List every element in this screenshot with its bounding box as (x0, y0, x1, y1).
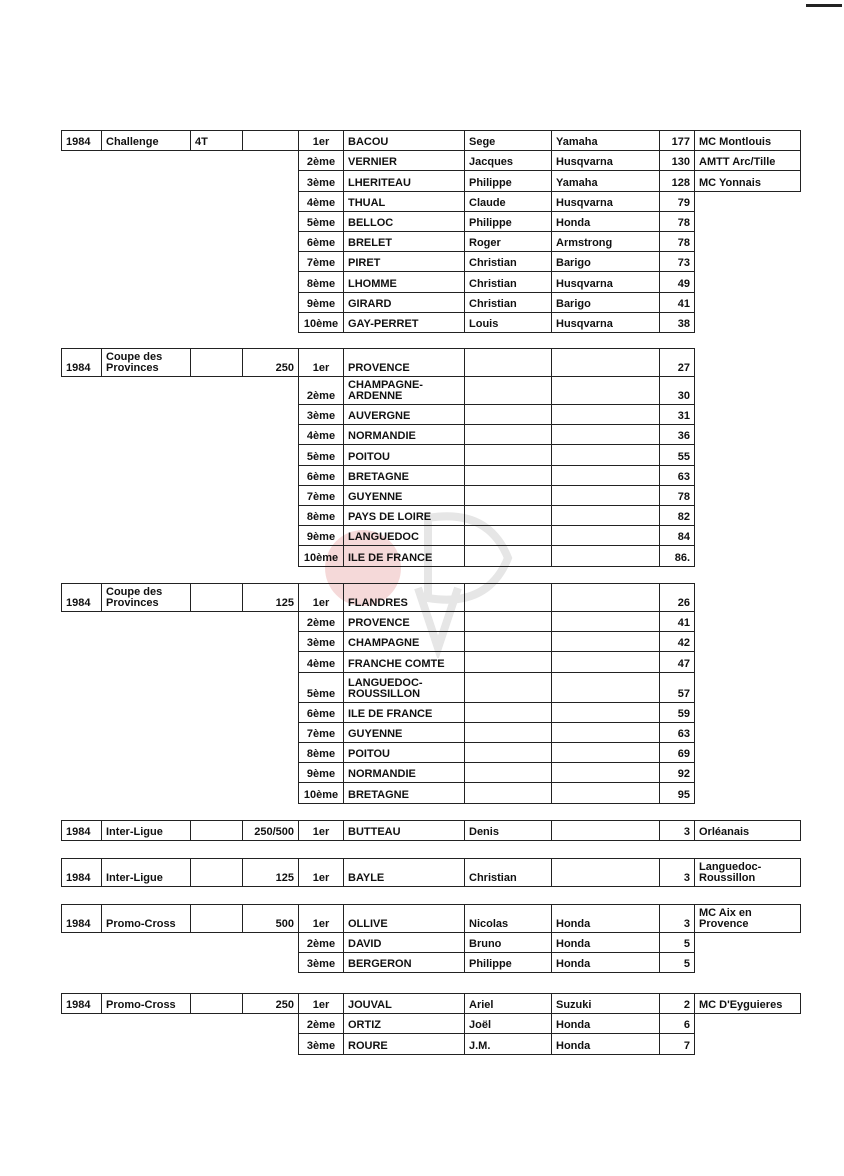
result-brand: Barigo (551, 292, 660, 313)
result-first (464, 722, 552, 743)
result-rank: 2ème (298, 376, 344, 405)
result-name: BACOU (343, 130, 465, 151)
result-points: 55 (659, 444, 695, 465)
result-rank: 1er (298, 904, 344, 933)
result-brand: Honda (551, 211, 660, 232)
result-points: 49 (659, 271, 695, 292)
section-year: 1984 (61, 904, 102, 933)
result-name: JOUVAL (343, 993, 465, 1014)
result-name: VERNIER (343, 150, 465, 171)
result-brand (551, 444, 660, 465)
result-name: LHERITEAU (343, 170, 465, 191)
result-first: Philippe (464, 170, 552, 191)
result-brand: Husqvarna (551, 271, 660, 292)
result-name: PAYS DE LOIRE (343, 505, 465, 526)
section-category (190, 820, 243, 841)
section-year: 1984 (61, 820, 102, 841)
result-first: Christian (464, 858, 552, 887)
result-points: 27 (659, 348, 695, 377)
result-brand: Honda (551, 1033, 660, 1054)
result-brand (551, 583, 660, 612)
result-rank: 2ème (298, 611, 344, 632)
section-category (190, 993, 243, 1014)
result-rank: 6ème (298, 702, 344, 723)
result-points: 3 (659, 904, 695, 933)
result-name: BRELET (343, 231, 465, 252)
section-year: 1984 (61, 583, 102, 612)
result-points: 2 (659, 993, 695, 1014)
result-first: Ariel (464, 993, 552, 1014)
result-rank: 8ème (298, 742, 344, 763)
result-first (464, 782, 552, 803)
result-brand: Husqvarna (551, 150, 660, 171)
result-points: 6 (659, 1013, 695, 1034)
result-rank: 10ème (298, 782, 344, 803)
result-first (464, 424, 552, 445)
section-event: Inter-Ligue (101, 858, 191, 887)
result-points: 78 (659, 211, 695, 232)
result-points: 5 (659, 932, 695, 953)
result-brand: Yamaha (551, 170, 660, 191)
result-rank: 2ème (298, 932, 344, 953)
result-points: 95 (659, 782, 695, 803)
result-brand: Honda (551, 952, 660, 973)
result-name: FLANDRES (343, 583, 465, 612)
result-brand: Honda (551, 904, 660, 933)
result-first (464, 376, 552, 405)
result-club: MC Yonnais (694, 170, 801, 191)
result-name: THUAL (343, 191, 465, 212)
result-first (464, 404, 552, 425)
result-brand (551, 651, 660, 672)
result-points: 7 (659, 1033, 695, 1054)
result-points: 79 (659, 191, 695, 212)
result-points: 63 (659, 722, 695, 743)
result-name: PROVENCE (343, 611, 465, 632)
section-year: 1984 (61, 130, 102, 151)
result-first: Joël (464, 1013, 552, 1034)
result-points: 26 (659, 583, 695, 612)
result-first (464, 611, 552, 632)
result-first (464, 465, 552, 486)
result-name: ILE DE FRANCE (343, 545, 465, 566)
result-points: 38 (659, 312, 695, 333)
result-brand (551, 611, 660, 632)
result-brand (551, 348, 660, 377)
result-rank: 4ème (298, 424, 344, 445)
result-points: 59 (659, 702, 695, 723)
result-brand (551, 702, 660, 723)
result-name: DAVID (343, 932, 465, 953)
result-brand (551, 424, 660, 445)
result-rank: 9ème (298, 525, 344, 546)
result-first (464, 762, 552, 783)
result-brand (551, 465, 660, 486)
section-event: Challenge (101, 130, 191, 151)
result-points: 3 (659, 820, 695, 841)
result-name: BRETAGNE (343, 782, 465, 803)
result-rank: 7ème (298, 485, 344, 506)
result-rank: 1er (298, 993, 344, 1014)
result-rank: 3ème (298, 631, 344, 652)
result-rank: 3ème (298, 1033, 344, 1054)
result-name: CHAMPAGNE- ARDENNE (343, 376, 465, 405)
result-rank: 10ème (298, 312, 344, 333)
result-first: Nicolas (464, 904, 552, 933)
result-name: LANGUEDOC (343, 525, 465, 546)
section-event: Promo-Cross (101, 904, 191, 933)
result-name: GIRARD (343, 292, 465, 313)
result-brand: Husqvarna (551, 312, 660, 333)
result-rank: 2ème (298, 150, 344, 171)
result-points: 78 (659, 231, 695, 252)
result-first: Christian (464, 292, 552, 313)
result-name: LANGUEDOC- ROUSSILLON (343, 672, 465, 703)
result-name: FRANCHE COMTE (343, 651, 465, 672)
result-points: 92 (659, 762, 695, 783)
result-name: OLLIVE (343, 904, 465, 933)
result-points: 82 (659, 505, 695, 526)
section-category: 4T (190, 130, 243, 151)
result-name: GUYENNE (343, 722, 465, 743)
result-rank: 3ème (298, 404, 344, 425)
result-first: Jacques (464, 150, 552, 171)
result-name: BAYLE (343, 858, 465, 887)
result-rank: 5ème (298, 444, 344, 465)
result-name: ORTIZ (343, 1013, 465, 1034)
result-rank: 9ème (298, 292, 344, 313)
section-year: 1984 (61, 993, 102, 1014)
result-points: 42 (659, 631, 695, 652)
result-brand (551, 742, 660, 763)
result-brand (551, 631, 660, 652)
result-first (464, 545, 552, 566)
result-brand (551, 820, 660, 841)
section-cylinder: 500 (242, 904, 299, 933)
result-rank: 4ème (298, 651, 344, 672)
section-category (190, 904, 243, 933)
result-first: Sege (464, 130, 552, 151)
result-points: 47 (659, 651, 695, 672)
result-points: 69 (659, 742, 695, 763)
result-first: Philippe (464, 211, 552, 232)
result-brand (551, 505, 660, 526)
result-name: POITOU (343, 742, 465, 763)
result-first: Roger (464, 231, 552, 252)
result-brand: Husqvarna (551, 191, 660, 212)
scan-edge-mark (806, 4, 842, 7)
result-points: 63 (659, 465, 695, 486)
result-club: AMTT Arc/Tille (694, 150, 801, 171)
result-brand (551, 376, 660, 405)
result-name: ROURE (343, 1033, 465, 1054)
result-points: 177 (659, 130, 695, 151)
result-first (464, 651, 552, 672)
result-first: Philippe (464, 952, 552, 973)
result-points: 36 (659, 424, 695, 445)
section-cylinder: 250 (242, 993, 299, 1014)
result-brand (551, 485, 660, 506)
result-first: Denis (464, 820, 552, 841)
result-club: MC D'Eyguieres (694, 993, 801, 1014)
result-rank: 1er (298, 820, 344, 841)
result-brand (551, 858, 660, 887)
result-brand (551, 782, 660, 803)
result-points: 41 (659, 292, 695, 313)
result-points: 73 (659, 251, 695, 272)
result-rank: 9ème (298, 762, 344, 783)
result-rank: 1er (298, 348, 344, 377)
result-first (464, 505, 552, 526)
result-name: CHAMPAGNE (343, 631, 465, 652)
result-name: GAY-PERRET (343, 312, 465, 333)
result-first (464, 485, 552, 506)
result-rank: 1er (298, 858, 344, 887)
result-brand: Barigo (551, 251, 660, 272)
result-club: Languedoc- Roussillon (694, 858, 801, 887)
result-first (464, 702, 552, 723)
result-rank: 3ème (298, 170, 344, 191)
result-first: Bruno (464, 932, 552, 953)
result-rank: 8ème (298, 505, 344, 526)
section-event: Inter-Ligue (101, 820, 191, 841)
result-first (464, 672, 552, 703)
result-brand (551, 404, 660, 425)
result-name: BERGERON (343, 952, 465, 973)
result-points: 128 (659, 170, 695, 191)
result-first: J.M. (464, 1033, 552, 1054)
result-name: BELLOC (343, 211, 465, 232)
result-points: 31 (659, 404, 695, 425)
result-first: Christian (464, 251, 552, 272)
result-name: GUYENNE (343, 485, 465, 506)
section-cylinder: 125 (242, 583, 299, 612)
section-year: 1984 (61, 858, 102, 887)
result-name: PROVENCE (343, 348, 465, 377)
result-name: BRETAGNE (343, 465, 465, 486)
result-points: 41 (659, 611, 695, 632)
result-first (464, 742, 552, 763)
section-event: Coupe des Provinces (101, 583, 191, 612)
result-brand: Honda (551, 1013, 660, 1034)
result-brand (551, 672, 660, 703)
result-points: 3 (659, 858, 695, 887)
result-brand: Suzuki (551, 993, 660, 1014)
result-brand: Yamaha (551, 130, 660, 151)
result-rank: 1er (298, 130, 344, 151)
result-rank: 7ème (298, 251, 344, 272)
result-club: Orléanais (694, 820, 801, 841)
result-rank: 2ème (298, 1013, 344, 1034)
result-points: 78 (659, 485, 695, 506)
result-rank: 5ème (298, 672, 344, 703)
result-name: BUTTEAU (343, 820, 465, 841)
section-category (190, 348, 243, 377)
result-points: 5 (659, 952, 695, 973)
result-rank: 5ème (298, 211, 344, 232)
result-rank: 7ème (298, 722, 344, 743)
result-points: 86. (659, 545, 695, 566)
result-name: PIRET (343, 251, 465, 272)
section-cylinder: 125 (242, 858, 299, 887)
result-rank: 10ème (298, 545, 344, 566)
result-brand (551, 525, 660, 546)
section-cylinder (242, 130, 299, 151)
section-category (190, 583, 243, 612)
result-first (464, 631, 552, 652)
section-event: Promo-Cross (101, 993, 191, 1014)
result-first (464, 583, 552, 612)
result-rank: 3ème (298, 952, 344, 973)
result-club: MC Aix en Provence (694, 904, 801, 933)
result-rank: 1er (298, 583, 344, 612)
result-points: 30 (659, 376, 695, 405)
result-points: 84 (659, 525, 695, 546)
result-points: 130 (659, 150, 695, 171)
result-rank: 6ème (298, 231, 344, 252)
section-event: Coupe des Provinces (101, 348, 191, 377)
result-first (464, 444, 552, 465)
result-first: Claude (464, 191, 552, 212)
result-first (464, 525, 552, 546)
section-year: 1984 (61, 348, 102, 377)
result-name: NORMANDIE (343, 762, 465, 783)
result-name: ILE DE FRANCE (343, 702, 465, 723)
result-rank: 6ème (298, 465, 344, 486)
result-first: Louis (464, 312, 552, 333)
result-first: Christian (464, 271, 552, 292)
result-brand (551, 722, 660, 743)
result-points: 57 (659, 672, 695, 703)
result-name: NORMANDIE (343, 424, 465, 445)
result-first (464, 348, 552, 377)
section-cylinder: 250/500 (242, 820, 299, 841)
result-brand (551, 762, 660, 783)
section-cylinder: 250 (242, 348, 299, 377)
result-brand: Honda (551, 932, 660, 953)
result-rank: 4ème (298, 191, 344, 212)
result-brand (551, 545, 660, 566)
result-rank: 8ème (298, 271, 344, 292)
result-name: AUVERGNE (343, 404, 465, 425)
result-club: MC Montlouis (694, 130, 801, 151)
section-category (190, 858, 243, 887)
result-brand: Armstrong (551, 231, 660, 252)
result-name: POITOU (343, 444, 465, 465)
result-name: LHOMME (343, 271, 465, 292)
